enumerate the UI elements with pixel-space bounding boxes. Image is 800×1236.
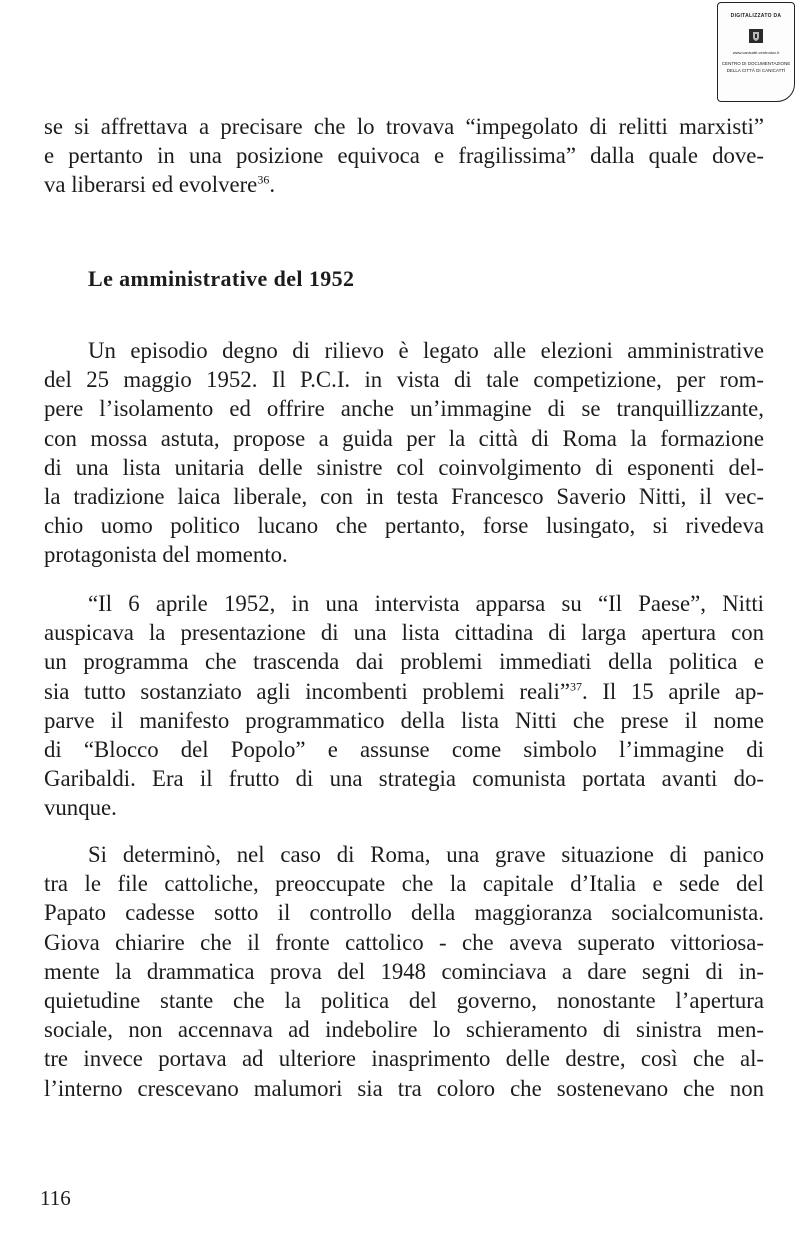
text-line: Garibaldi. Era il frutto di una strategia comunista portata avanti do-: [44, 766, 764, 792]
text-fragment: sia tutto sostanziato agli incombenti problemi reali”: [44, 678, 570, 704]
text-line: un programma che trascenda dai problemi immediati della politica e: [44, 649, 764, 675]
text-line: protagonista del momento.: [44, 542, 288, 568]
text-line: [44, 170, 764, 199]
text-line: Si determinò, nel caso di Roma, una grave situazione di panico: [88, 842, 764, 867]
text-fragment: .: [269, 172, 276, 198]
text-fragment: . Il 15 aprile ap-: [581, 678, 764, 704]
stamp-url: www.canicattì-centrodoc.it: [732, 50, 780, 55]
text-line: pere l’isolamento ed offrire anche un’immagine di se tranquillizzante,: [44, 396, 764, 422]
text-line: “Il 6 aprile 1952, in una intervista apparsa su “Il Paese”, Nitti: [88, 591, 764, 616]
text-line: auspicava la presentazione di una lista cittadina di larga apertura con: [44, 620, 764, 646]
text-line: quietudine stante che la politica del governo, nonostante l’apertura: [44, 988, 764, 1014]
text-line: tre invece portava ad ulteriore inasprimento delle destre, così che al-: [44, 1046, 764, 1072]
text-line: del 25 maggio 1952. Il P.C.I. in vista di tale competizione, per rom-: [44, 367, 764, 393]
text-line: Un episodio degno di rilievo è legato alle elezioni amministrative: [88, 338, 764, 363]
text-line: l’interno crescevano malumori sia tra coloro che sostenevano che non: [44, 1075, 764, 1101]
text-line: chio uomo politico lucano che pertanto, forse lusingato, si rivedeva: [44, 513, 764, 539]
paragraph-1: [44, 336, 764, 570]
footnote-ref: 36: [257, 172, 270, 187]
text-line: di “Blocco del Popolo” e assunse come simbolo l’immagine di: [44, 737, 764, 763]
stamp-title: DIGITALIZZATO DA: [730, 13, 782, 19]
stamp-org-line2: DELLA CITTÀ DI CANICATTÌ: [726, 68, 786, 73]
text-line: di una lista unitaria delle sinistre col coinvolgimento di esponenti del-: [44, 454, 764, 480]
text-line: sociale, non accennava ad indebolire lo schieramento di sinistra men-: [44, 1017, 764, 1043]
text-line: se si affrettava a precisare che lo trovava “impegolato di relitti marxisti”: [44, 114, 764, 139]
paragraph-2: [44, 589, 764, 823]
coat-of-arms-icon: [748, 28, 764, 44]
stamp-org: [718, 60, 794, 74]
text-line: Giova chiarire che il fronte cattolico - che aveva superato vittoriosa-: [44, 929, 764, 955]
text-line: con mossa astuta, propose a guida per la città di Roma la formazione: [44, 425, 764, 451]
text-line: e pertanto in una posizione equivoca e fragilissima” dalla quale dove-: [44, 143, 764, 169]
paragraph-3: [44, 840, 764, 1103]
intro-paragraph: [44, 112, 764, 200]
text-line: la tradizione laica liberale, con in testa Francesco Saverio Nitti, il vec-: [44, 484, 764, 510]
text-line: mente la drammatica prova del 1948 cominciava a dare segni di in-: [44, 958, 764, 984]
footnote-ref: 37: [569, 679, 582, 694]
page-number: 116: [40, 1186, 71, 1210]
text-line: Papato cadesse sotto il controllo della maggioranza socialcomunista.: [44, 900, 764, 926]
text-fragment: va liberarsi ed evolvere: [44, 172, 258, 198]
digitization-stamp: [717, 2, 795, 102]
section-heading: Le amministrative del 1952: [88, 266, 355, 291]
text-line: parve il manifesto programmatico della lista Nitti che prese il nome: [44, 707, 764, 733]
text-line: [44, 677, 764, 706]
text-line: vunque.: [44, 795, 117, 821]
text-line: tra le file cattoliche, preoccupate che la capitale d’Italia e sede del: [44, 871, 764, 897]
stamp-org-line1: CENTRO DI DOCUMENTAZIONE: [721, 61, 791, 66]
